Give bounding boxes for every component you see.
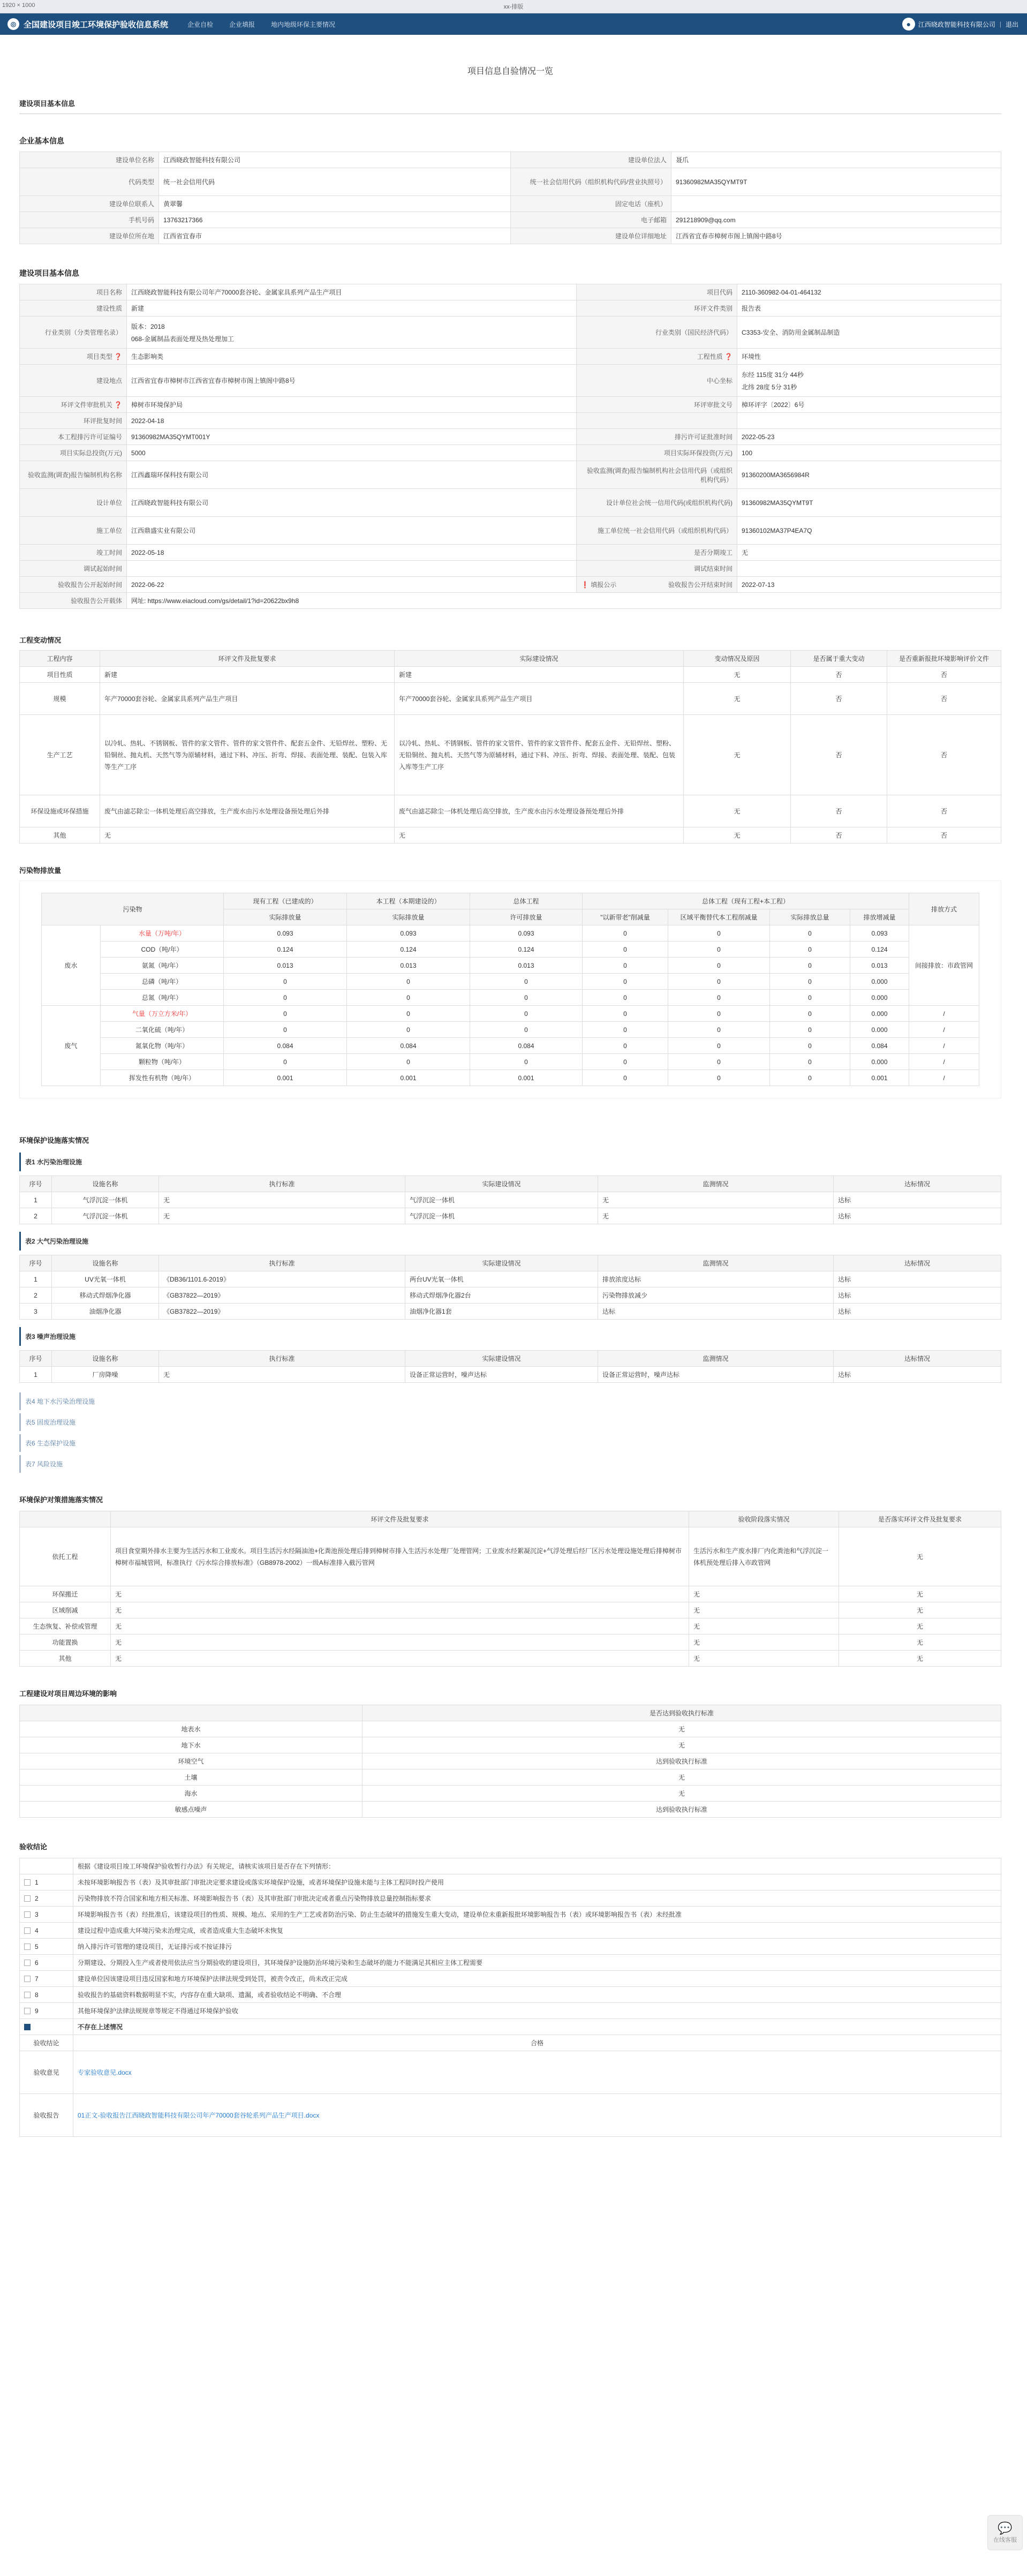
checkbox[interactable]: [24, 1927, 31, 1934]
info-icon: ❗: [581, 581, 589, 589]
table-row: 敏感点噪声 达到验收执行标准: [20, 1802, 1001, 1818]
system-logo-icon: ◎: [7, 18, 19, 30]
facility-risk-toggle[interactable]: 表7 风险设施: [19, 1455, 1001, 1473]
section-change-title: 工程变动情况: [19, 636, 62, 644]
list-item: 8 验收报告的基础资料数据明显不实，内容存在重大缺项、遗漏，或者验收结论不明确、不合理: [20, 1987, 1001, 2003]
table-row: 1 厂房降噪 无 设备正常运营时，噪声达标 设备正常运营时，噪声达标 达标: [20, 1367, 1001, 1383]
table-row: 环保设施或环保措施 废气由滤芯除尘一体机处理后高空排放，生产废水由污水处理设备预处理后外排 废气由滤芯除尘一体机处理后高空排放，生产废水由污水处理设备预处理后外排 无 否 否: [20, 795, 1001, 827]
pub-notice: ❗ 填报公示: [581, 581, 617, 589]
page-title: 项目信息自验情况一览: [467, 67, 553, 76]
list-item: 1 未按环境影响报告书（表）及其审批部门审批决定要求建设或落实环境保护设施，或者环境保护设施未能与主体工程同时投产使用: [20, 1874, 1001, 1890]
table-row: 颗粒物（吨/年） 0 0 0 0 0 0 0.000 /: [42, 1054, 979, 1070]
logout-link[interactable]: 退出: [1005, 20, 1018, 28]
nav-item-report[interactable]: 企业填报: [229, 20, 255, 28]
company-table: 建设单位名称 江西晓政智能科技有限公司 建设单位法人 聂爪 代码类型 统一社会信用代码 统一社会信用代码（组织机构代码/营业执照号） 91360982MA35QYMT9T 建设单位联系人 黄翠馨 固定电话（座机） 手机号码 13763217366 电子邮箱 291218909@qq.com 建设单位所在地 江西省宜春市 建设单位详细地址 江西省宜春市樟树市阁上镇阁中路8号: [19, 152, 1001, 244]
table-row: COD（吨/年） 0.124 0.124 0.124 0 0 0 0.124: [42, 941, 979, 958]
table-row: 功能置换 无 无 无: [20, 1635, 1001, 1651]
window-title: xx-排版: [503, 4, 524, 10]
facility-noise-table: 序号 设施名称 执行标准 实际建设情况 监测情况 达标情况 1 厂房降噪 无 设备正常运营时，噪声达标 设备正常运营时，噪声达标 达标: [19, 1350, 1001, 1383]
table-row: 二氧化硫（吨/年） 0 0 0 0 0 0 0.000 /: [42, 1022, 979, 1038]
list-item: 2 污染物排放不符合国家和地方相关标准、环境影响报告书（表）及其审批部门审批决定或者重点污染物排放总量控制指标要求: [20, 1890, 1001, 1907]
user-avatar-icon: ●: [902, 18, 915, 31]
table-row: 土壤 无: [20, 1769, 1001, 1786]
facility-groundwater-toggle[interactable]: 表4 地下水污染治理设施: [19, 1392, 1001, 1410]
window-titlebar: [0, 0, 1027, 13]
table-row: 2 气浮沉淀一体机 无 气浮沉淀一体机 无 达标: [20, 1208, 1001, 1224]
table-row: 依托工程 项目食堂期外排水主要为生活污水和工业废水。项目生活污水经隔油池+化粪池预处理后排到樟树市排入生活污水处理厂处理管网；工业废水经絮凝沉淀+气浮处理后经厂区污水处理设施处理后排樟树市樟树市福城管网，标准执行《污水综合排放标准》（GB8978-2002）一级A标准排入截污管网 生活污水和生产废水排厂内化粪池和气浮沉淀一体机预处理后排入市政管网 无: [20, 1527, 1001, 1586]
table-row: 挥发性有机物（吨/年） 0.001 0.001 0.001 0 0 0 0.001 /: [42, 1070, 979, 1086]
table-row: 氨氮（吨/年） 0.013 0.013 0.013 0 0 0 0.013: [42, 958, 979, 974]
user-name: 江西晓政智能科技有限公司: [918, 20, 995, 28]
help-icon: ❓: [724, 353, 733, 360]
conclusion-table: 根据《建设项目竣工环境保护验收暂行办法》有关规定，请核实该项目是否存在下列情形： 1 未按环境影响报告书（表）及其审批部门审批决定要求建设或落实环境保护设施，或者环境保护设施未能与主体工程同时投产使用 2 污染物排放不符合国家和地方相关标准、环境影响报告书（表）及其审批部门审批决定或者重点污染物排放总量控制指标要求 3 环境影响报告书（表）经批准后，该建设项目的性质、规模、地点、采用的生产工艺或者防治污染、防止生态破坏的措施发生重大变动，建设单位未重新报批环境影响报告书（表）或环境影响报告书（表）未经批准 4 建设过程中造成重大环境污染未治理完成，或者造成重大生态破坏未恢复 5 纳入排污许可管理的建设项目，无证排污或不按证排污 6 分期建设、分期投入生产或者使用依法应当分期验收的建设项目，其环境保护设施防治环境污染和生态破坏的能力不能满足其相应主体工程需要 7 建设单位因该建设项目违反国家和地方环境保护法律法规受到处罚，被责令改正，尚未改正完成 8 验收报告的基础资料数据明显不实，内容存在重大缺项、遗漏，或者验收结论不明确、不合理 9 其他环境保护法律法规规章等规定不得通过环境保护验收 不存在上述情况: [19, 1858, 1001, 2035]
change-table: 工程内容 环评文件及批复要求 实际建设情况 变动情况及原因 是否属于重大变动 是否重新报批环境影响评价文件 项目性质 新建 新建 无 否 否 规模 年产70000套谷轮、金属家具系列产品生产项目 年产70000套谷轮、金属家具系列产品生产项目 无 否 否 生产工艺 以冷轧、热轧、不锈钢板、管件的家文管件、管件的家文管件件、配套五金件、无铅焊丝、塑粉、无铅铜丝、抛丸机、天然气等为原辅材料，通过下料、冲压、折弯、焊接、表面处理、装配、包装入库等生产工序 以冷轧、热轧、不锈钢板、管件的家文管件、管件的家文管件件、配套五金件、无铅焊丝、塑粉、无铅铜丝、抛丸机、天然气等为原辅材料，通过下料、冲压、折弯、焊接、表面处理、装配、包装入库等生产工序 无 否 否 环保设施或环保措施 废气由滤芯除尘一体机处理后高空排放，生产废水由污水处理设备预处理后外排 废气由滤芯除尘一体机处理后高空排放，生产废水由污水处理设备预处理后外排 无 否 否 其他 无 无 无 否 否: [19, 650, 1001, 843]
table-row: 1 气浮沉淀一体机 无 气浮沉淀一体机 无 达标: [20, 1192, 1001, 1208]
user-menu[interactable]: ● 江西晓政智能科技有限公司 | 退出: [902, 18, 1018, 31]
table-row: 氮氧化物（吨/年） 0.084 0.084 0.084 0 0 0 0.084 /: [42, 1038, 979, 1054]
list-item: 5 纳入排污许可管理的建设项目，无证排污或不按证排污: [20, 1939, 1001, 1955]
list-item: 9 其他环境保护法律法规规章等规定不得通过环境保护验收: [20, 2003, 1001, 2019]
table-row: 废气 气量（万立方米/年） 0 0 0 0 0 0 0.000 /: [42, 1006, 979, 1022]
table-row: 项目性质 新建 新建 无 否 否: [20, 667, 1001, 683]
checkbox[interactable]: [24, 2008, 31, 2014]
table-row: 地下水 无: [20, 1737, 1001, 1753]
list-item: 6 分期建设、分期投入生产或者使用依法应当分期验收的建设项目，其环境保护设施防治环境污染和生态破坏的能力不能满足其相应主体工程需要: [20, 1955, 1001, 1971]
table-row: 其他 无 无 无 否 否: [20, 827, 1001, 843]
project-table: 项目名称 江西晓政智能科技有限公司年产70000套谷轮、金属家具系列产品生产项目 项目代码 2110-360982-04-01-464132 建设性质 新建 环评文件类别 报告表 行业类别（分类管理名录） 版本：2018 068-金属制品表面处理及热处理加工 行业类别（国民经济代码） C3353-安全、消防用金属制品制造 项目类型 ❓ 生态影响类 工程性质 ❓ 环境性 建设地点 江西省宜春市樟树市江西省宜春市樟树市阁上镇阁中路8号 中心坐标 东经 115度 31分 44秒 北纬 28度 5分 31秒 环评文件审批机关 ❓ 樟树市环境保护局 环评审批文号 樟环评字〔2022〕6号 环评批复时间 2022-04-18 本工程排污许可证编号 91360982MA35QYMT001Y 排污许可证批准时间 2022-05-23 项目实际总投资(万元) 5000 项目实际环保投资(万元) 100 验收监测(调查)报告编制机构名称 江西鑫瑞环保科技有限公司 验收监测(调查)报告编制机构社会信用代码（或组织机构代码） 91360200MA3656984R 设计单位 江西晓政智能科技有限公司 设计单位社会统一信用代码(或组织机构代码) 91360982MA35QYMT9T 施工单位 江西鼎盛实业有限公司 施工单位统一社会信用代码（或组织机构代码） 91360102MA37P4EA7Q 竣工时间 2022-05-18 是否分期竣工 无 调试起始时间 调试结束时间 验收报告公开起始时间 2022-06-22 ❗ 填报公示 验收报告公开结束时间 2022-07-13 验收报告公开载体 网址: https://www.eiacloud.com/gs/detail/1?id=20622bx9h8: [19, 284, 1001, 609]
section-facility-title: 环境保护设施落实情况: [19, 1136, 89, 1144]
checkbox[interactable]: [24, 1879, 31, 1886]
facility-air-title[interactable]: 表2 大气污染治理设施: [19, 1232, 1001, 1251]
table-row: 生态恢复、补偿或管理 无 无 无: [20, 1618, 1001, 1635]
facility-noise-title[interactable]: 表3 噪声治理设施: [19, 1327, 1001, 1346]
table-row: 其他 无 无 无: [20, 1651, 1001, 1667]
checkbox[interactable]: [24, 1911, 31, 1918]
list-item: 3 环境影响报告书（表）经批准后，该建设项目的性质、规模、地点、采用的生产工艺或者防治污染、防止生态破坏的措施发生重大变动，建设单位未重新报批环境影响报告书（表）或环境影响报告书（表）未经批准: [20, 1907, 1001, 1923]
facility-solidwaste-toggle[interactable]: 表5 固废治理设施: [19, 1413, 1001, 1431]
list-item: 不存在上述情况: [20, 2019, 1001, 2035]
checkbox[interactable]: [24, 1976, 31, 1982]
top-nav: [0, 13, 1027, 35]
help-icon: ❓: [114, 353, 122, 360]
table-row: 环保搬迁 无 无 无: [20, 1586, 1001, 1602]
checkbox[interactable]: [24, 2024, 31, 2030]
nav-item-local[interactable]: 地内地级环保主要情况: [271, 20, 336, 28]
main-content: [19, 34, 1001, 2137]
conclusion-result-table: 验收结论 合格 验收意见 专家验收意见.docx 验收报告 01正文-验收报告江西晓政智能科技有限公司年产70000套谷轮系列产品生产项目.docx: [19, 2035, 1001, 2137]
list-item: 7 建设单位因该建设项目违反国家和地方环境保护法律法规受到处罚，被责令改正，尚未改正完成: [20, 1971, 1001, 1987]
checkbox[interactable]: [24, 1992, 31, 1998]
section-project-title: 建设项目基本信息: [19, 269, 79, 277]
list-item: 4 建设过程中造成重大环境污染未治理完成，或者造成重大生态破坏未恢复: [20, 1923, 1001, 1939]
measures-table: 环评文件及批复要求 验收阶段落实情况 是否落实环评文件及批复要求 依托工程 项目食堂期外排水主要为生活污水和工业废水。项目生活污水经隔油池+化粪池预处理后排到樟树市排入生活污水处理厂处理管网；工业废水经絮凝沉淀+气浮处理后经厂区污水处理设施处理后排樟树市樟树市福城管网，标准执行《污水综合排放标准》（GB8978-2002）一级A标准排入截污管网 生活污水和生产废水排厂内化粪池和气浮沉淀一体机预处理后排入市政管网 无 环保搬迁 无 无 无 区域削减 无 无 无 生态恢复、补偿或管理 无 无 无 功能置换 无 无 无 其他 无 无 无: [19, 1511, 1001, 1667]
section-pollutant-title: 污染物排放量: [19, 867, 62, 875]
system-name: 全国建设项目竣工环境保护验收信息系统: [24, 20, 169, 29]
section-basic-title: 建设项目基本信息: [19, 100, 75, 108]
report-file-link[interactable]: 01正文-验收报告江西晓政智能科技有限公司年产70000套谷轮系列产品生产项目.docx: [78, 2112, 320, 2119]
table-row: 规模 年产70000套谷轮、金属家具系列产品生产项目 年产70000套谷轮、金属家具系列产品生产项目 无 否 否: [20, 683, 1001, 715]
facility-water-table: 序号 设施名称 执行标准 实际建设情况 监测情况 达标情况 1 气浮沉淀一体机 无 气浮沉淀一体机 无 达标 2 气浮沉淀一体机 无 气浮沉淀一体机 无 达标: [19, 1176, 1001, 1224]
chat-icon: 💬: [998, 2521, 1013, 2535]
table-row: 地表水 无: [20, 1721, 1001, 1737]
table-row: 3 油烟净化器 《GB37822—2019》 油烟净化器1套 达标 达标: [20, 1304, 1001, 1320]
table-row: 总磷（吨/年） 0 0 0 0 0 0 0.000: [42, 974, 979, 990]
table-row: 生产工艺 以冷轧、热轧、不锈钢板、管件的家文管件、管件的家文管件件、配套五金件、无铅焊丝、塑粉、无铅铜丝、抛丸机、天然气等为原辅材料，通过下料、冲压、折弯、焊接、表面处理、装配、包装入库等生产工序 以冷轧、热轧、不锈钢板、管件的家文管件、管件的家文管件件、配套五金件、无铅焊丝、塑粉、无铅铜丝、抛丸机、天然气等为原辅材料，通过下料、冲压、折弯、焊接、表面处理、装配、包装入库等生产工序 无 否 否: [20, 715, 1001, 795]
checkbox[interactable]: [24, 1944, 31, 1950]
table-row: 海水 无: [20, 1786, 1001, 1802]
table-row: 1 UV光氧一体机 《DB36/1101.6-2019》 两台UV光氧一体机 排放浓度达标 达标: [20, 1271, 1001, 1287]
opinion-file-link[interactable]: 专家验收意见.docx: [78, 2069, 132, 2076]
facility-water-title[interactable]: 表1 水污染治理设施: [19, 1153, 1001, 1171]
impact-table: 是否达到验收执行标准 地表水 无 地下水 无 环境空气 达到验收执行标准 土壤 无 海水 无 敏感点噪声 达到验收执行标准: [19, 1705, 1001, 1818]
online-service-button[interactable]: 💬 在线客服: [987, 2515, 1023, 2550]
help-icon: ❓: [114, 401, 122, 409]
table-row: 区域削减 无 无 无: [20, 1602, 1001, 1618]
table-row: 废水 水量（万吨/年） 0.093 0.093 0.093 0 0 0 0.093 间接排放：市政管网: [42, 925, 979, 941]
checkbox[interactable]: [24, 1960, 31, 1966]
section-measures-title: 环境保护对策措施落实情况: [19, 1496, 103, 1504]
section-company-title: 企业基本信息: [19, 137, 64, 145]
section-impact-title: 工程建设对项目周边环境的影响: [19, 1690, 117, 1698]
facility-air-table: 序号 设施名称 执行标准 实际建设情况 监测情况 达标情况 1 UV光氧一体机 《DB36/1101.6-2019》 两台UV光氧一体机 排放浓度达标 达标 2 移动式焊烟净化器 《GB37822—2019》 移动式焊烟净化器2台 污染物排放减少 达标 3 油烟净化器 《GB37822—2019》 油烟净化器1套 达标 达标: [19, 1255, 1001, 1320]
pollutant-table: 污染物 现有工程（已建成的） 本工程（本期建设的） 总体工程 总体工程（现有工程+本工程） 排放方式 实际排放量 实际排放量 许可排放量 "以新带老"削减量 区域平衡替代本工程削减量 实际排放总量 排放增减量 废水 水量（万吨/年） 0.093 0.093 0.093 0 0 0 0.093 间接排放：市政管网 COD（吨/年） 0.124 0.124 0.124 0 0 0 0.124 氨氮（吨/年） 0.013 0.013 0.013 0 0 0 0.013 总磷（吨/年） 0 0 0 0 0 0 0.000 总氮（吨/年） 0 0 0 0 0 0 0.000 废气 气量（万立方米/年） 0 0 0 0 0 0 0.000 / 二氧化硫（吨/年） 0 0 0 0 0 0 0.000 / 氮氧化物（吨/年） 0.084 0.084 0.084 0 0 0 0.084 / 颗粒物（吨/年） 0 0 0 0 0 0 0.000 / 挥发性有机物（吨/年） 0.001 0.001 0.001 0 0 0 0.001 /: [41, 893, 979, 1086]
window-dims: 1920 × 1000: [2, 2, 35, 9]
table-row: 环境空气 达到验收执行标准: [20, 1753, 1001, 1769]
facility-ecology-toggle[interactable]: 表6 生态保护设施: [19, 1434, 1001, 1452]
section-conclusion-title: 验收结论: [19, 1843, 48, 1851]
table-row: 2 移动式焊烟净化器 《GB37822—2019》 移动式焊烟净化器2台 污染物排放减少 达标: [20, 1287, 1001, 1304]
table-row: 总氮（吨/年） 0 0 0 0 0 0 0.000: [42, 990, 979, 1006]
checkbox[interactable]: [24, 1895, 31, 1902]
nav-item-self-check[interactable]: 企业自检: [187, 20, 214, 28]
